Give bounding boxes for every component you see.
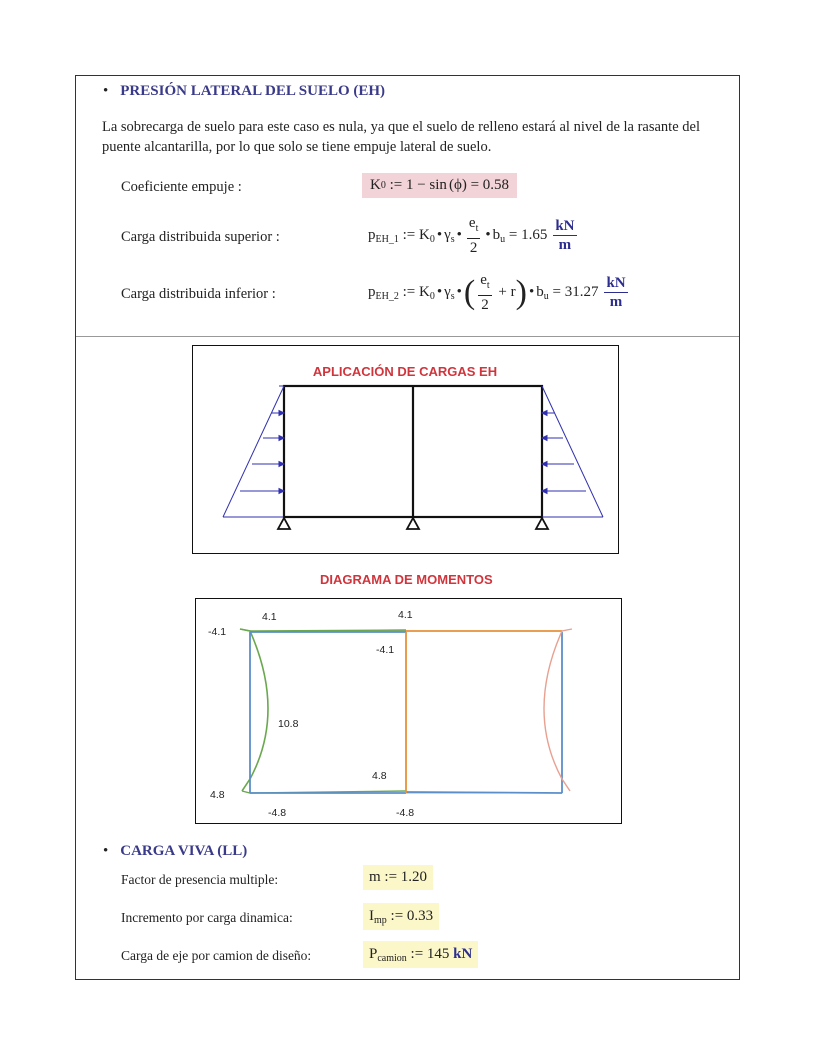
frac-num: $e_t$ <box>467 214 480 239</box>
p-sub: EH_2 <box>375 291 399 302</box>
k-sub: 0 <box>429 291 435 302</box>
p2-result: = 31.27 <box>548 284 599 300</box>
load-diagram-svg <box>193 346 618 553</box>
gamma-symbol: γ <box>444 227 451 243</box>
label-top-mid-pos: 4.1 <box>398 609 413 621</box>
section-ll-title: CARGA VIVA (LL) <box>120 843 248 859</box>
dot: • <box>436 284 443 300</box>
section-eh-title: PRESIÓN LATERAL DEL SUELO (EH) <box>120 83 386 99</box>
k-sub: 0 <box>429 234 435 245</box>
coef-empuje-formula <box>362 173 517 198</box>
label-mid-span: 10.8 <box>278 718 299 730</box>
carga-superior-formula <box>368 214 580 257</box>
unit-kn-per-m: $\frac{kN}{m}$ <box>555 218 575 253</box>
assign-expr: := K <box>398 227 430 243</box>
et-over-2: $\frac{e_t}{2}$ <box>480 272 490 313</box>
dot: • <box>436 227 443 243</box>
moment-diagram-title: DIAGRAMA DE MOMENTOS <box>320 572 493 587</box>
support-mid-icon <box>407 518 419 529</box>
load-diagram-title: APLICACIÓN DE CARGAS EH <box>312 364 498 379</box>
et-over-2 <box>467 214 480 257</box>
moment-diagram-svg <box>196 599 621 823</box>
bullet-icon: • <box>103 83 109 99</box>
b-sub: u <box>500 234 506 245</box>
section-ll-heading <box>103 842 247 860</box>
p-symbol: p <box>368 227 376 243</box>
big-paren-close: ) <box>515 273 527 311</box>
unit-kn-per-m: $\frac{kN}{m}$ <box>606 275 626 310</box>
section-eh-heading <box>103 82 385 100</box>
right-earth-pressure <box>542 386 603 517</box>
unit-kn: kN <box>453 946 473 962</box>
b-symbol: b <box>536 284 544 300</box>
dot: • <box>528 284 535 300</box>
paren-close: ) <box>461 177 467 193</box>
assign-expr: := K <box>398 284 430 300</box>
label-bottom-left-pos: 4.8 <box>210 789 225 801</box>
gamma-symbol: γ <box>444 284 451 300</box>
p-camion-expr: := 145 <box>406 946 454 962</box>
imp-expr: := 0.33 <box>386 908 434 924</box>
carga-inferior-label: Carga distribuida inferior : <box>121 286 276 302</box>
incremento-formula <box>363 903 439 930</box>
left-wall-moment <box>240 629 268 791</box>
section-eh-paragraph: La sobrecarga de suelo para este caso es nula, ya que el suelo de relleno estará al nivel de la rasante del puente alcantarilla, por lo que solo se tiene empuje lateral de suelo. <box>102 119 700 155</box>
m-symbol: m <box>369 869 381 885</box>
carga-eje-label: Carga de eje por camion de diseño: <box>121 948 312 963</box>
i-sub: mp <box>374 915 387 926</box>
right-wall-moment <box>544 629 572 791</box>
phi-symbol: ϕ <box>453 177 462 193</box>
mid-wall-moment <box>406 631 562 793</box>
big-paren-open: ( <box>463 273 476 311</box>
dot: • <box>456 227 462 243</box>
left-load-arrows <box>240 386 284 494</box>
k0-sub: 0 <box>380 180 386 191</box>
carga-superior-label: Carga distribuida superior : <box>121 229 280 245</box>
p-camion-symbol: P <box>369 946 378 962</box>
right-load-arrows <box>542 411 586 494</box>
dot: • <box>456 284 462 300</box>
p-camion-sub: camion <box>377 953 407 964</box>
label-bottom-mid-pos: 4.8 <box>372 770 387 782</box>
b-sub: u <box>543 291 549 302</box>
gamma-sub: s <box>450 291 455 302</box>
frac-den: 2 <box>469 240 478 256</box>
left-earth-pressure <box>223 386 284 517</box>
moment-diagram <box>195 598 622 824</box>
label-mid-neg: -4.1 <box>376 644 395 656</box>
culvert-frame <box>284 386 542 517</box>
section-divider <box>76 336 739 337</box>
k0-result: = 0.58 <box>466 177 510 193</box>
bullet-icon: • <box>103 843 109 859</box>
m-expr: := 1.20 <box>380 869 428 885</box>
label-top-left-pos: 4.1 <box>262 611 277 623</box>
k0-expr: := 1 − sin <box>385 177 447 193</box>
p1-result: = 1.65 <box>505 227 548 243</box>
k0-symbol: K <box>370 177 381 193</box>
support-right-icon <box>536 518 548 529</box>
incremento-label: Incremento por carga dinamica: <box>121 910 293 925</box>
carga-eje-formula <box>363 941 478 968</box>
dot: • <box>485 227 491 243</box>
carga-inferior-formula <box>368 271 631 314</box>
factor-presencia-formula <box>363 865 433 890</box>
support-icons <box>278 518 548 529</box>
factor-presencia-label: Factor de presencia multiple: <box>121 872 279 887</box>
label-bottom-mid-neg: -4.8 <box>396 807 415 819</box>
load-diagram <box>192 345 619 554</box>
gamma-sub: s <box>450 234 455 245</box>
label-left-neg: -4.1 <box>208 626 227 638</box>
b-symbol: b <box>492 227 501 243</box>
i-symbol: I <box>369 908 374 924</box>
label-bottom-left-neg: -4.8 <box>268 807 287 819</box>
p-sub: EH_1 <box>375 234 399 245</box>
plus-r: + r <box>494 284 516 300</box>
paren-open: ( <box>448 177 454 193</box>
support-left-icon <box>278 518 290 529</box>
top-slab-left-moment <box>240 629 406 631</box>
p-symbol: p <box>368 284 376 300</box>
coef-empuje-label: Coeficiente empuje : <box>121 179 242 195</box>
